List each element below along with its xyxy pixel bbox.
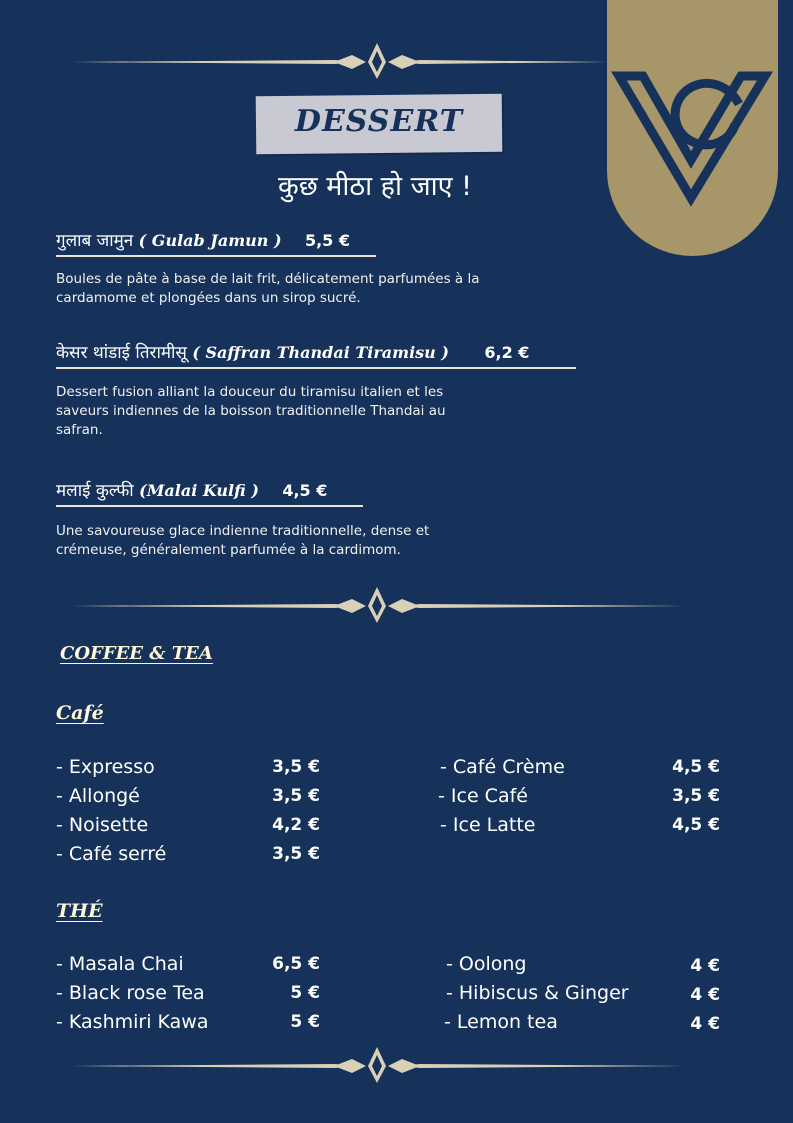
- menu-item-price: 5 €: [290, 983, 320, 1003]
- menu-item-name: - Café serré: [56, 843, 167, 865]
- dessert-latin-name: ( Saffran Thandai Tiramisu ): [192, 343, 449, 362]
- page-subtitle: कुछ मीठा हो जाए !: [278, 171, 472, 202]
- menu-item-price: 4,5 €: [672, 815, 720, 835]
- menu-item-price: 4,5 €: [672, 757, 720, 777]
- dessert-hindi-name: गुलाब जामुन: [56, 231, 134, 251]
- menu-item-name: - Kashmiri Kawa: [56, 1011, 209, 1033]
- menu-item-name: - Masala Chai: [56, 953, 184, 975]
- menu-item-name: - Oolong: [446, 953, 527, 975]
- ornament-divider-middle: [0, 585, 793, 625]
- menu-item-price: 4 €: [690, 956, 720, 976]
- dessert-hindi-name: केसर थांडाई तिरामीसू: [56, 343, 187, 363]
- section-title-coffee-tea: COFFEE & TEA: [60, 643, 213, 664]
- dessert-description: Boules de pâte à base de lait frit, délicatement parfumées à la cardamome et plongées dans un sirop sucré.: [56, 271, 480, 306]
- dessert-description: Dessert fusion alliant la douceur du tiramisu italien et les saveurs indiennes de la boisson traditionnelle Thandai au safran.: [56, 384, 446, 438]
- dessert-hindi-name: मलाई कुल्फी: [56, 481, 134, 501]
- menu-item-name: - Black rose Tea: [56, 982, 205, 1004]
- dessert-price: 5,5 €: [304, 231, 351, 250]
- dessert-description: Une savoureuse glace indienne traditionnelle, dense et crémeuse, généralement parfumée à la cardimom.: [56, 523, 430, 558]
- menu-item-price: 3,5 €: [272, 844, 320, 864]
- menu-item-name: - Ice Café: [438, 785, 528, 807]
- dessert-item-saffran-thandai-tiramisu: [56, 340, 576, 369]
- menu-item-price: 4 €: [690, 1014, 720, 1034]
- dessert-item-malai-kulfi: [56, 478, 363, 507]
- menu-item-name: - Allongé: [56, 785, 140, 807]
- menu-item-price: 3,5 €: [272, 786, 320, 806]
- menu-item-name: - Noisette: [56, 814, 149, 836]
- menu-item-price: 3,5 €: [272, 757, 320, 777]
- menu-item-price: 4 €: [690, 985, 720, 1005]
- section-title-cafe: Café: [56, 702, 104, 724]
- dessert-price: 6,2 €: [484, 343, 530, 362]
- menu-item-price: 4,2 €: [272, 815, 320, 835]
- dessert-latin-name: (Malai Kulfi ): [139, 481, 259, 500]
- ornament-divider-top: [0, 41, 793, 81]
- menu-item-name: - Expresso: [56, 756, 155, 778]
- dessert-latin-name: ( Gulab Jamun ): [138, 231, 282, 250]
- ornament-divider-bottom: [0, 1045, 793, 1085]
- dessert-item-gulab-jamun: [56, 228, 376, 257]
- page-title: DESSERT: [294, 104, 464, 139]
- menu-item-name: - Ice Latte: [440, 814, 536, 836]
- menu-item-price: 3,5 €: [672, 786, 720, 806]
- dessert-price: 4,5 €: [282, 481, 328, 500]
- vc-monogram-icon: [607, 0, 778, 256]
- logo-tab: [607, 0, 778, 256]
- menu-item-price: 5 €: [290, 1012, 320, 1032]
- menu-item-name: - Café Crème: [440, 756, 565, 778]
- menu-item-price: 6,5 €: [272, 954, 320, 974]
- menu-item-name: - Lemon tea: [444, 1011, 558, 1033]
- menu-item-name: - Hibiscus & Ginger: [446, 982, 629, 1004]
- section-title-the: THÉ: [56, 900, 103, 922]
